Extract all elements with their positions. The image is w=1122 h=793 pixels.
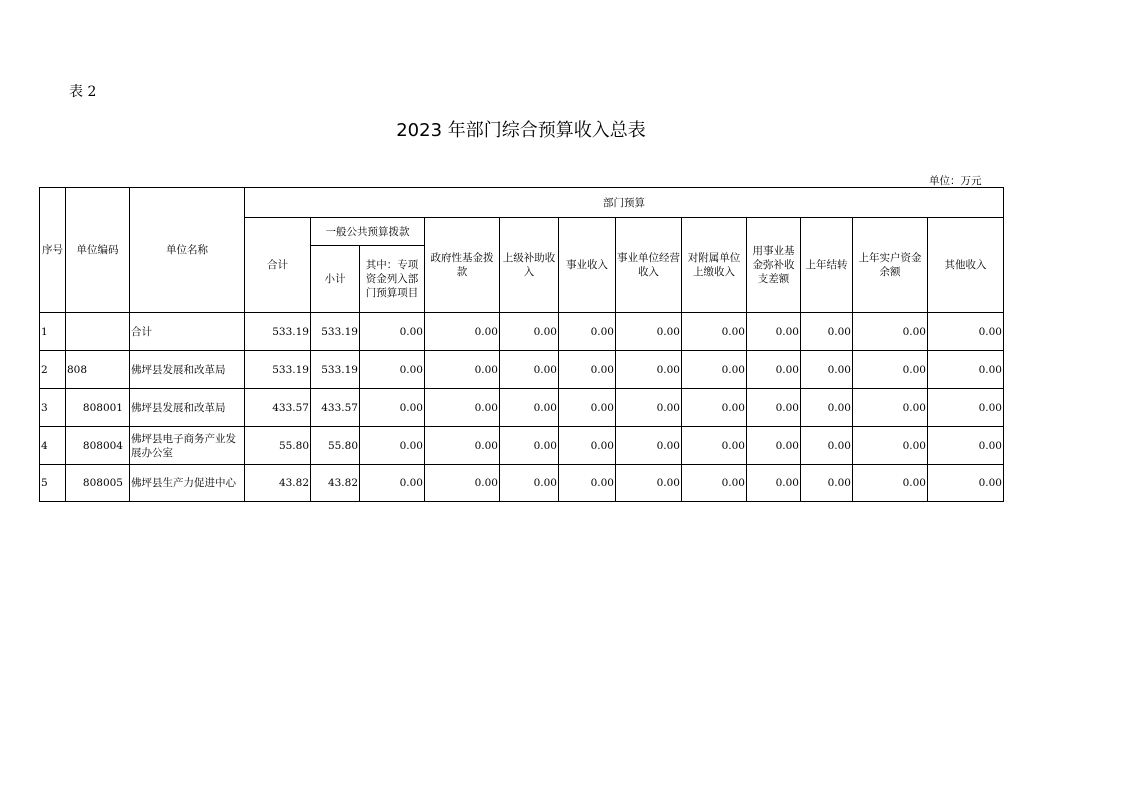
cell-value: 0.00	[425, 389, 500, 427]
page-title: 2023 年部门综合预算收入总表	[396, 120, 646, 141]
cell-value: 0.00	[682, 465, 747, 502]
table-row	[40, 313, 1004, 351]
cell-value: 0.00	[928, 389, 1004, 427]
cell-value: 0.00	[360, 465, 425, 502]
cell-seq: 2	[40, 351, 66, 389]
cell-value: 0.00	[360, 389, 425, 427]
cell-value: 0.00	[682, 427, 747, 465]
cell-value: 0.00	[616, 351, 682, 389]
cell-value: 0.00	[616, 389, 682, 427]
cell-value: 0.00	[928, 427, 1004, 465]
header-code: 单位编码	[66, 188, 130, 313]
cell-value: 0.00	[747, 465, 801, 502]
cell-name: 佛坪县生产力促进中心	[130, 465, 245, 502]
cell-seq: 3	[40, 389, 66, 427]
cell-value: 0.00	[801, 389, 853, 427]
header-fund-offset: 用事业基金弥补收支差额	[747, 218, 801, 313]
cell-name: 佛坪县发展和改革局	[130, 351, 245, 389]
cell-value: 533.19	[311, 351, 360, 389]
cell-value: 0.00	[853, 427, 928, 465]
header-unused-balance: 上年实户资金余额	[853, 218, 928, 313]
cell-value: 0.00	[747, 351, 801, 389]
cell-value: 0.00	[425, 427, 500, 465]
cell-value: 0.00	[853, 313, 928, 351]
cell-value: 0.00	[616, 465, 682, 502]
cell-code: 808004	[66, 427, 130, 465]
table-number: 表 2	[69, 84, 97, 100]
cell-name: 佛坪县发展和改革局	[130, 389, 245, 427]
cell-value: 0.00	[559, 351, 616, 389]
cell-value: 533.19	[245, 351, 311, 389]
unit-label: 单位：万元	[929, 175, 982, 187]
cell-value: 0.00	[425, 351, 500, 389]
cell-value: 0.00	[928, 465, 1004, 502]
header-name: 单位名称	[130, 188, 245, 313]
cell-value: 55.80	[311, 427, 360, 465]
cell-value: 0.00	[801, 465, 853, 502]
header-subtotal: 小计	[311, 246, 360, 313]
table-row	[40, 389, 1004, 427]
cell-seq: 1	[40, 313, 66, 351]
cell-value: 0.00	[616, 313, 682, 351]
header-total: 合计	[245, 218, 311, 313]
cell-value: 0.00	[682, 313, 747, 351]
cell-value: 0.00	[801, 313, 853, 351]
cell-value: 0.00	[853, 389, 928, 427]
cell-value: 0.00	[500, 427, 559, 465]
cell-name: 合计	[130, 313, 245, 351]
cell-value: 0.00	[500, 465, 559, 502]
header-other: 其他收入	[928, 218, 1004, 313]
cell-value: 0.00	[500, 313, 559, 351]
cell-code: 808005	[66, 465, 130, 502]
header-dept-budget: 部门预算	[245, 188, 1004, 218]
cell-code	[66, 313, 130, 351]
cell-value: 533.19	[311, 313, 360, 351]
cell-value: 0.00	[928, 351, 1004, 389]
header-general-public: 一般公共预算拨款	[311, 218, 425, 246]
header-superior-subsidy: 上级补助收入	[500, 218, 559, 313]
cell-value: 55.80	[245, 427, 311, 465]
cell-value: 0.00	[853, 465, 928, 502]
cell-seq: 4	[40, 427, 66, 465]
header-business-income: 事业收入	[559, 218, 616, 313]
cell-value: 0.00	[559, 313, 616, 351]
cell-value: 0.00	[747, 389, 801, 427]
cell-value: 0.00	[360, 427, 425, 465]
cell-value: 433.57	[245, 389, 311, 427]
cell-value: 0.00	[500, 351, 559, 389]
cell-value: 0.00	[801, 427, 853, 465]
header-carryover: 上年结转	[801, 218, 853, 313]
header-special-fund: 其中：专项资金列入部门预算项目	[360, 246, 425, 313]
table-row	[40, 465, 1004, 502]
header-seq: 序号	[40, 188, 66, 313]
cell-value: 0.00	[360, 313, 425, 351]
cell-value: 0.00	[801, 351, 853, 389]
cell-value: 0.00	[747, 427, 801, 465]
cell-value: 0.00	[500, 389, 559, 427]
cell-value: 0.00	[682, 389, 747, 427]
cell-value: 0.00	[559, 465, 616, 502]
cell-value: 533.19	[245, 313, 311, 351]
cell-value: 0.00	[853, 351, 928, 389]
cell-code: 808	[66, 351, 130, 389]
cell-value: 0.00	[616, 427, 682, 465]
cell-value: 0.00	[559, 389, 616, 427]
header-unit-operating: 事业单位经营收入	[616, 218, 682, 313]
cell-value: 43.82	[245, 465, 311, 502]
cell-value: 0.00	[425, 465, 500, 502]
cell-value: 0.00	[747, 313, 801, 351]
budget-table	[39, 187, 1004, 502]
cell-name: 佛坪县电子商务产业发展办公室	[130, 427, 245, 465]
cell-value: 0.00	[425, 313, 500, 351]
table-row	[40, 351, 1004, 389]
cell-seq: 5	[40, 465, 66, 502]
cell-code: 808001	[66, 389, 130, 427]
cell-value: 0.00	[559, 427, 616, 465]
cell-value: 433.57	[311, 389, 360, 427]
cell-value: 0.00	[928, 313, 1004, 351]
cell-value: 0.00	[682, 351, 747, 389]
header-affiliated: 对附属单位上缴收入	[682, 218, 747, 313]
header-gov-fund: 政府性基金拨款	[425, 218, 500, 313]
table-row	[40, 427, 1004, 465]
cell-value: 43.82	[311, 465, 360, 502]
cell-value: 0.00	[360, 351, 425, 389]
